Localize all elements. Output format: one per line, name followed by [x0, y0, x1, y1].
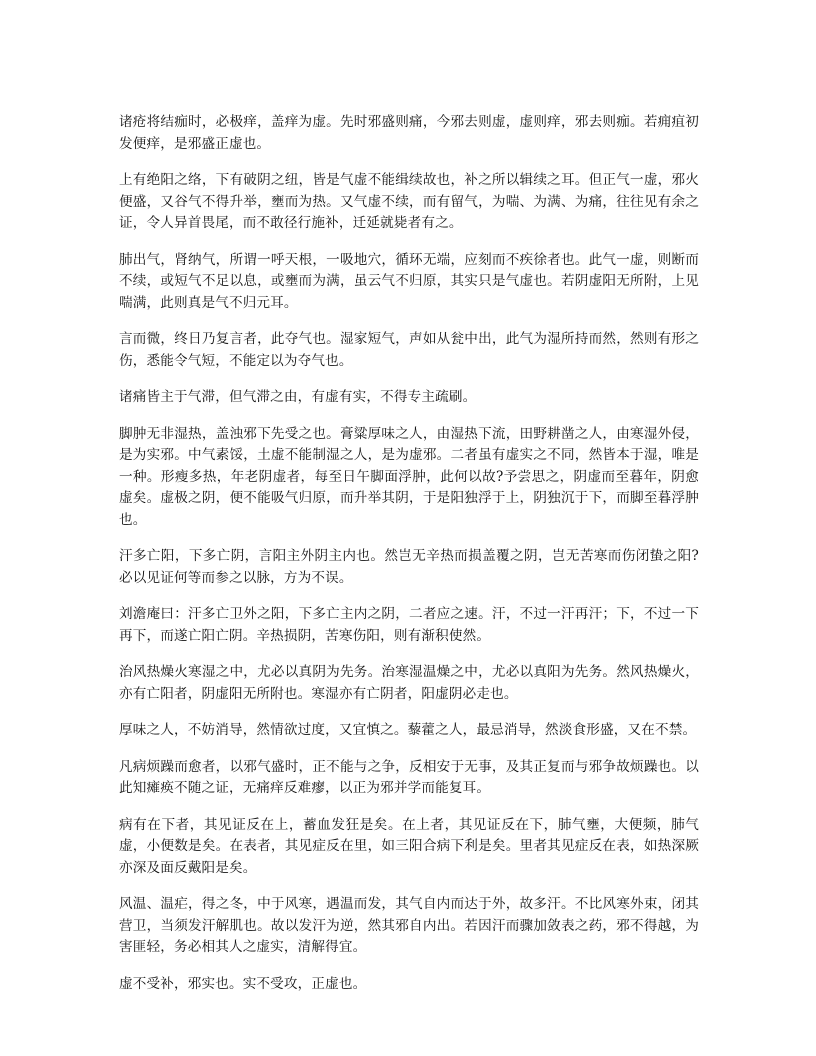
paragraph: 风温、温疟，得之冬，中于风寒，遇温而发，其气自内而达于外，故多汗。不比风寒外束，闭其营卫，当须发汗解肌也。故以发汗为逆，然其邪自内出。若因汗而骤加敛表之药，邪不得越，为害匪轻，务必相其人之虚实，清解得宜。 [119, 896, 699, 955]
paragraph: 虚不受补，邪实也。实不受攻，正虚也。 [119, 975, 367, 992]
paragraph: 病有在下者，其见证反在上，蓄血发狂是矣。在上者，其见证反在下，肺气壅，大便频，肺气虚，小便数是矣。在表者，其见症反在里，如三阳合病下利是矣。里者其见症反在表，如热深厥亦深及面反戴阳是矣。 [119, 816, 699, 876]
paragraph: 治风热燥火寒湿之中，尤必以真阴为先务。治寒湿温燥之中，尤必以真阳为先务。然风热燥火，亦有亡阳者，阴虚阳无所附也。寒湿亦有亡阴者，阳虚阴必走也。 [119, 664, 699, 702]
paragraph: 言而微，终日乃复言者，此夺气也。湿家短气，声如从瓮中出，此气为湿所持而然，然则有形之伤，悉能令气短，不能定以为夺气也。 [119, 331, 699, 369]
paragraph: 厚味之人，不妨消导，然情欲过度，又宜慎之。藜藿之人，最忌消导，然淡食形盛，又在不禁。 [119, 722, 697, 738]
paragraph: 脚肿无非湿热，盖浊邪下先受之也。膏粱厚味之人，由湿热下流，田野耕凿之人，由寒湿外侵，是为实邪。中气素馁，土虚不能制湿之人，是为虚邪。二者虽有虚实之不同，然皆本于湿，唯是一种。形瘦多热，年老阴虚者，每至日午脚面浮肿，此何以故?予尝思之，阴虚而至暮年，阴愈虚矣。虚极之阴，便不能吸气归原，而升举其阴，于是阳独浮于上，阴独沉于下，而脚至暮浮肿也。 [119, 425, 699, 528]
paragraph: 刘澹庵曰：汗多亡卫外之阳，下多亡主内之阴，二者应之速。汗，不过一汗再汗；下，不过一下再下，而遂亡阳亡阴。辛热损阴，苦寒伤阳，则有渐积使然。 [119, 606, 699, 644]
paragraph: 肺出气，肾纳气，所谓一呼天根，一吸地穴，循环无端，应刻而不疾徐者也。此气一虚，则断而不续，或短气不足以息，或壅而为满，虽云气不归原，其实只是气虚也。若阴虚阳无所附，上见喘满，此则真是气不归元耳。 [119, 251, 699, 311]
paragraph: 诸疮将结痂时，必极痒，盖痒为虚。先时邪盛则痛，今邪去则虚，虚则痒，邪去则痂。若痈疽初发便痒，是邪盛正虚也。 [119, 114, 699, 152]
paragraph: 上有绝阳之络，下有破阴之纽，皆是气虚不能缉续故也，补之所以辑续之耳。但正气一虚，邪火便盛，又谷气不得升举，壅而为热。又气虚不续，而有留气，为喘、为满、为痛，往往见有余之证，令人异首畏尾，而不敢径行施补，迁延就毙者有之。 [119, 172, 699, 231]
document-body [119, 112, 699, 1010]
paragraph: 汗多亡阳，下多亡阴，言阳主外阴主内也。然岂无辛热而损盖覆之阴，岂无苦寒而伤闭蛰之阳?必以见证何等而参之以脉，方为不误。 [119, 548, 699, 586]
paragraph: 凡病烦躁而愈者，以邪气盛时，正不能与之争，反相安于无事，及其正复而与邪争故烦躁也。以此知瘫痪不随之证，无痛痒反难瘳，以正为邪并学而能复耳。 [119, 758, 699, 796]
paragraph: 诸痛皆主于气滞，但气滞之由，有虚有实，不得专主疏刷。 [119, 389, 477, 405]
